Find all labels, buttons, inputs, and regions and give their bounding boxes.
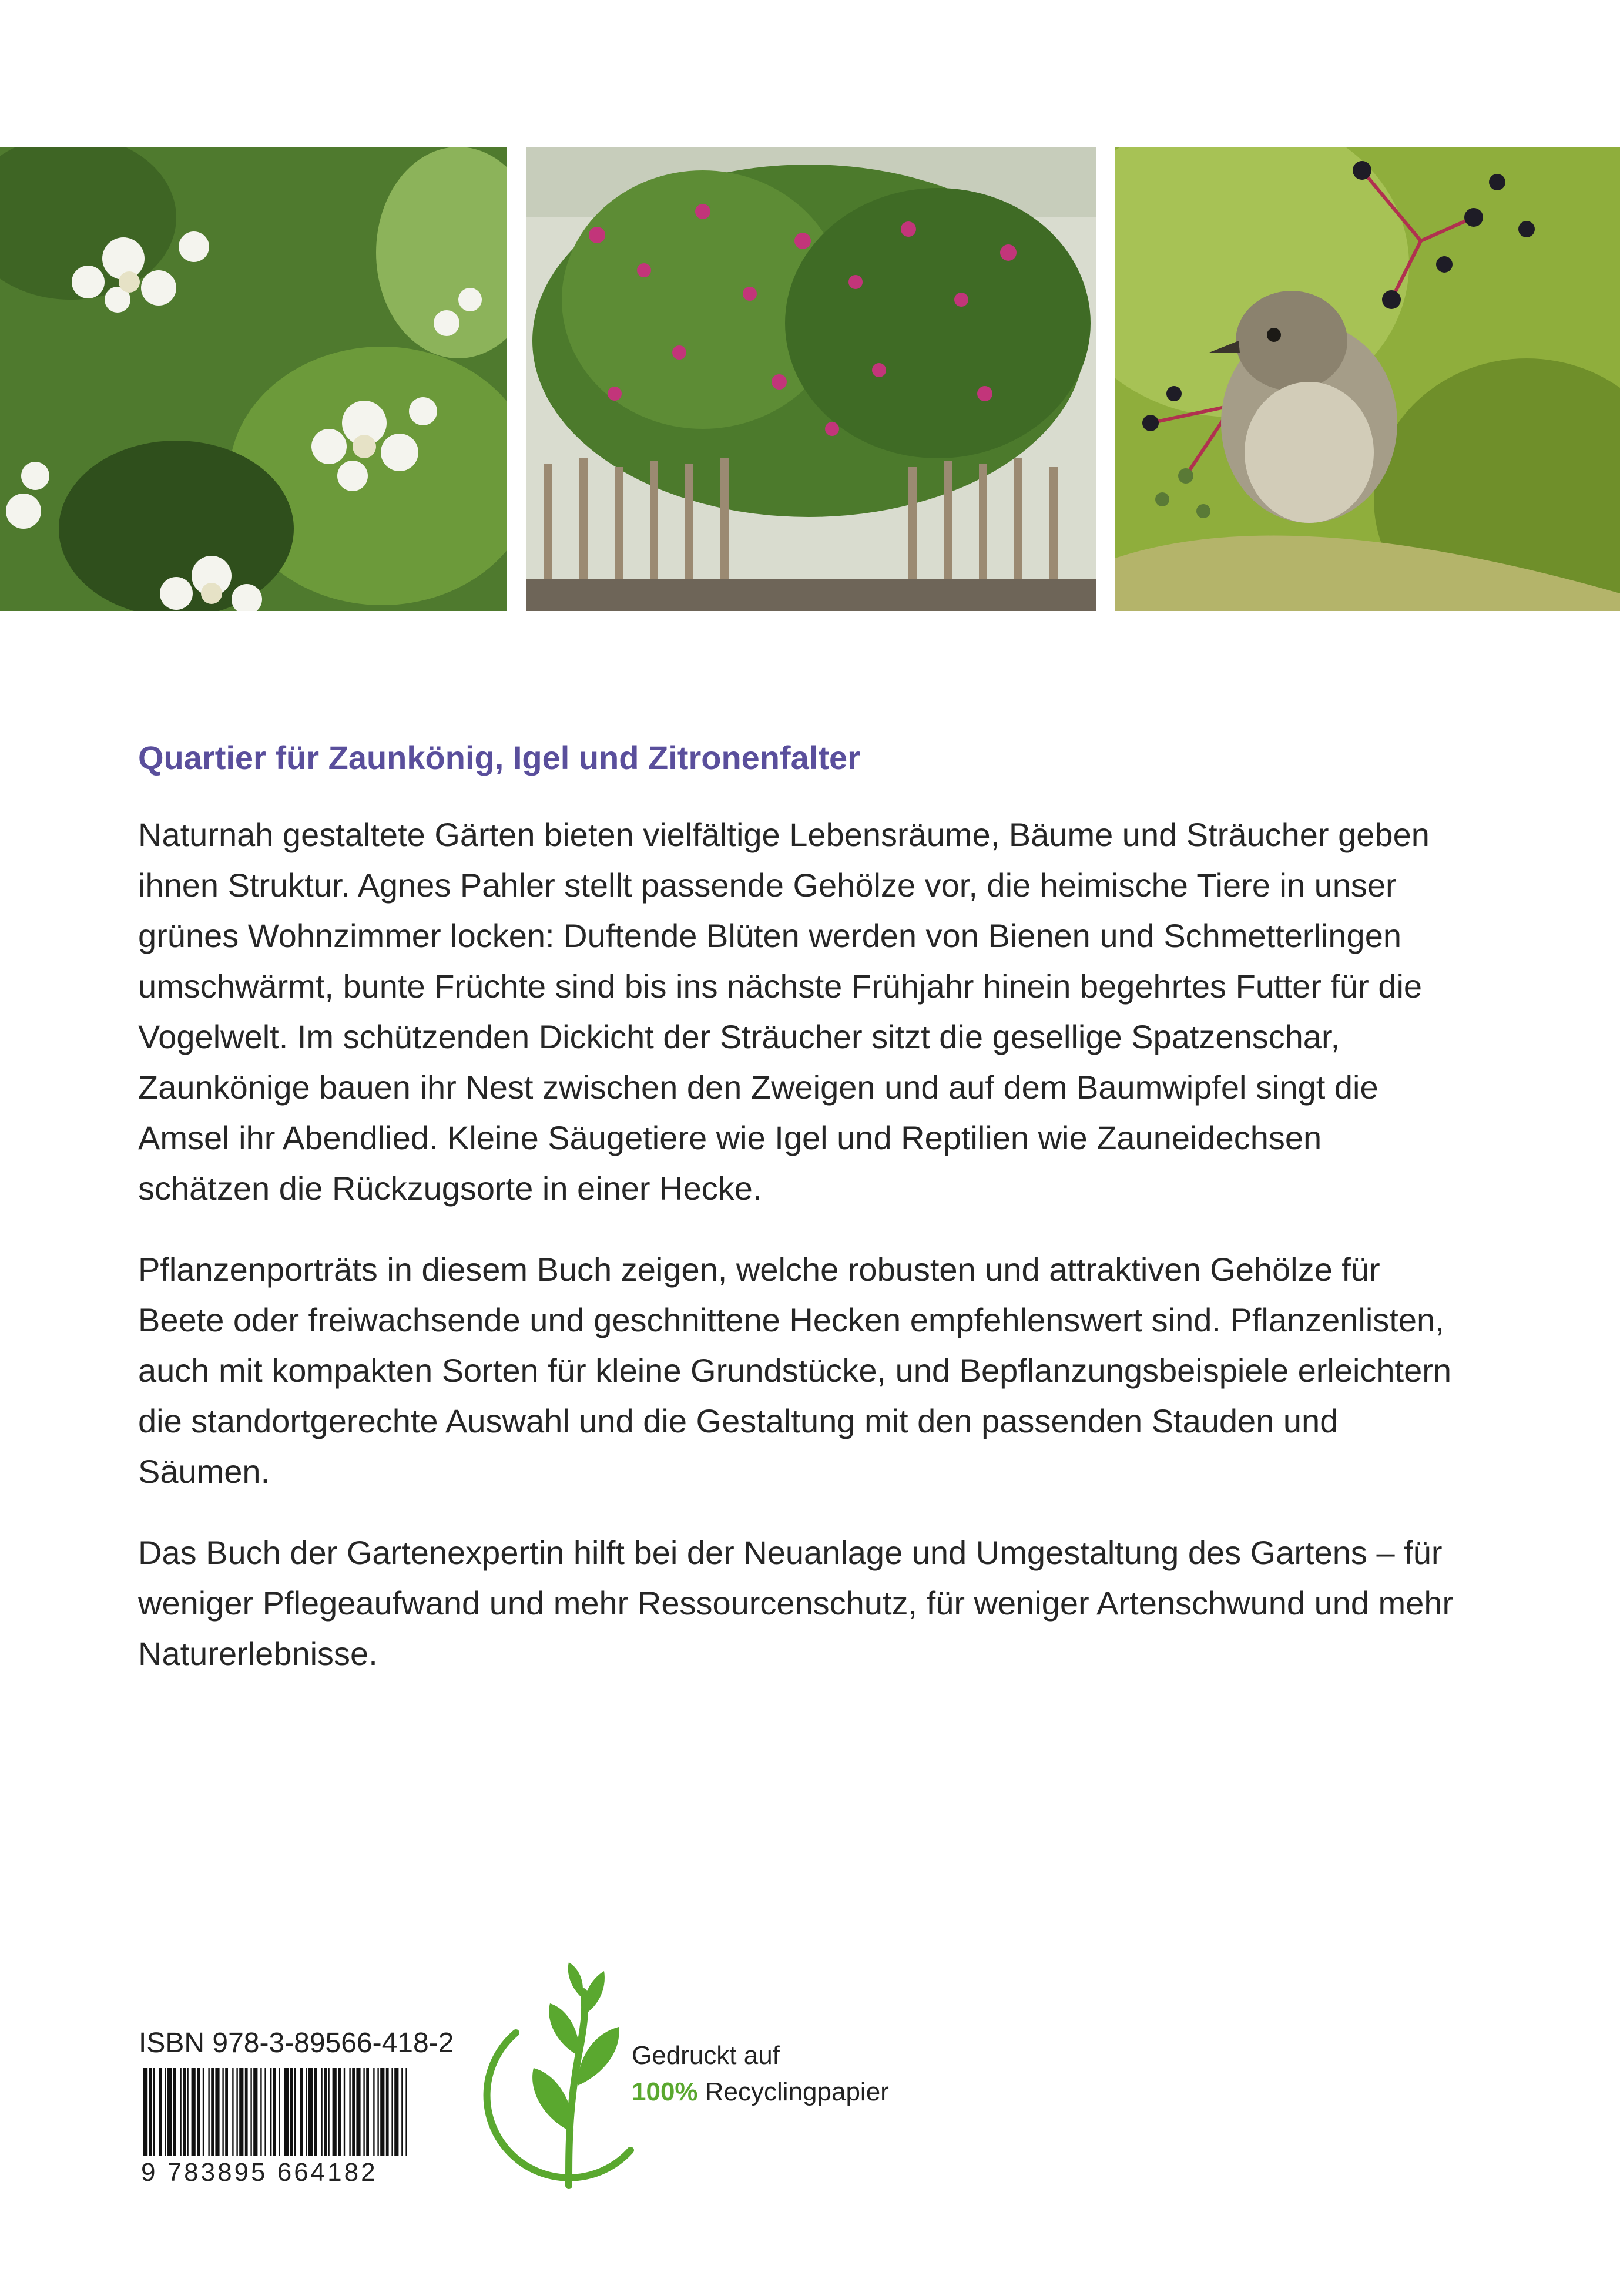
barcode-bar [225,2068,228,2156]
barcode-bar [391,2068,393,2156]
barcode-bar [236,2068,237,2156]
barcode-bar [380,2068,384,2156]
eco-percent: 100% [632,2077,698,2106]
barcode-bar [344,2068,345,2156]
barcode-bar [290,2068,293,2156]
barcode-bar [306,2068,307,2156]
barcode-bar [197,2068,200,2156]
barcode-bar [284,2068,289,2156]
barcode-bar [314,2068,317,2156]
barcode-bar [308,2068,313,2156]
barcode-bar [270,2068,271,2156]
barcode-bar [192,2068,196,2156]
barcode-bar [324,2068,327,2156]
barcode-bar [386,2068,389,2156]
barcode-bar [187,2068,188,2156]
barcode [141,2068,411,2156]
barcode-bar [208,2068,209,2156]
barcode-bar [183,2068,186,2156]
barcode-bar [239,2068,243,2156]
barcode-bar [279,2068,280,2156]
barcode-digits: 9 783895 664182 [141,2158,378,2187]
barcode-bar [211,2068,214,2156]
barcode-bar [338,2068,341,2156]
barcode-bar [300,2068,303,2156]
barcode-bar [294,2068,296,2156]
back-cover-text [138,734,1460,1710]
barcode-bar [232,2068,233,2156]
barcode-bar [273,2068,276,2156]
barcode-bar [394,2068,398,2156]
seedling-in-circle-icon [481,1956,651,2191]
paragraph-summary: Das Buch der Gartenexpertin hilft bei der Neuanlage und Umgestaltung des Gartens – für weniger Pflegeaufwand und mehr Ressourcenschutz, für weniger Artenschwund und mehr Naturerlebnisse. [138,1534,1454,1672]
barcode-bar [153,2068,155,2156]
paragraph-intro: Naturnah gestaltete Gärten bieten vielfältige Lebensräume, Bäume und Sträucher geben ihnen Struktur. Agnes Pahler stellt passende Gehölze vor, die heimische Tiere in unser grünes Wohnzimmer locken: Duftende Blüten werden von Bienen und Schmetterlingen umschwärmt, bunte Früchte sind bis ins nächste Frühjahr hinein begehrtes Futter für die Vogelwelt. Im schützenden Dickicht der Sträucher sitzt die gesellige Spatzenschar, Zaunkönige bauen ihr Nest zwischen den Zweigen und auf dem Baumwipfel singt die Amsel ihr Abendlied. Kleine Säugetiere wie Igel und Reptilien wie Zauneidechsen schätzen die Rückzugsorte in einer Hecke. [138,816,1430,1207]
barcode-bar [363,2068,364,2156]
barcode-bar [264,2068,266,2156]
barcode-bar [349,2068,350,2156]
eco-paper: Recyclingpapier [697,2077,889,2106]
barcode-bar [373,2068,374,2156]
barcode-bar [167,2068,172,2156]
eco-line-1: Gedruckt auf [632,2041,780,2070]
barcode-bar [333,2068,337,2156]
barcode-bar [328,2068,329,2156]
barcode-bar [321,2068,322,2156]
barcode-bar [165,2068,166,2156]
isbn-label: ISBN 978-3-89566-418-2 [139,2028,454,2059]
headline: Quartier für Zaunkönig, Igel und Zitronenfalter [138,739,860,776]
barcode-bar [366,2068,369,2156]
barcode-bar [180,2068,181,2156]
paragraph-portraits: Pflanzenporträts in diesem Buch zeigen, welche robusten und attraktiven Gehölze für Beete oder freiwachsende und geschnittene Hecken empfehlenswert sind. Pflanzenlisten, auch mit kompakten Sorten für kleine Grundstücke, und Bepflanzungsbeispiele erleichtern die standortgerechte Auswahl und die Gestaltung mit den passenden Stauden und Säumen. [138,1251,1452,1490]
barcode-bar [143,2068,147,2156]
eco-line-2 [632,2074,889,2110]
barcode-bar [356,2068,360,2156]
barcode-bar [245,2068,248,2156]
barcode-bar [260,2068,261,2156]
barcode-bar [352,2068,355,2156]
barcode-bar [149,2068,152,2156]
photo-viburnum-blossoms [0,147,507,611]
eco-label [632,2037,889,2110]
photo-bird-elderberries [1115,147,1620,611]
barcode-bar [222,2068,223,2156]
barcode-bar [215,2068,219,2156]
barcode-bar [253,2068,257,2156]
photo-rose-fence [526,147,1096,611]
barcode-bar [377,2068,378,2156]
barcode-bar [250,2068,251,2156]
barcode-bar [401,2068,403,2156]
barcode-bar [173,2068,176,2156]
barcode-bar [405,2068,407,2156]
barcode-bar [203,2068,204,2156]
barcode-bar [159,2068,162,2156]
